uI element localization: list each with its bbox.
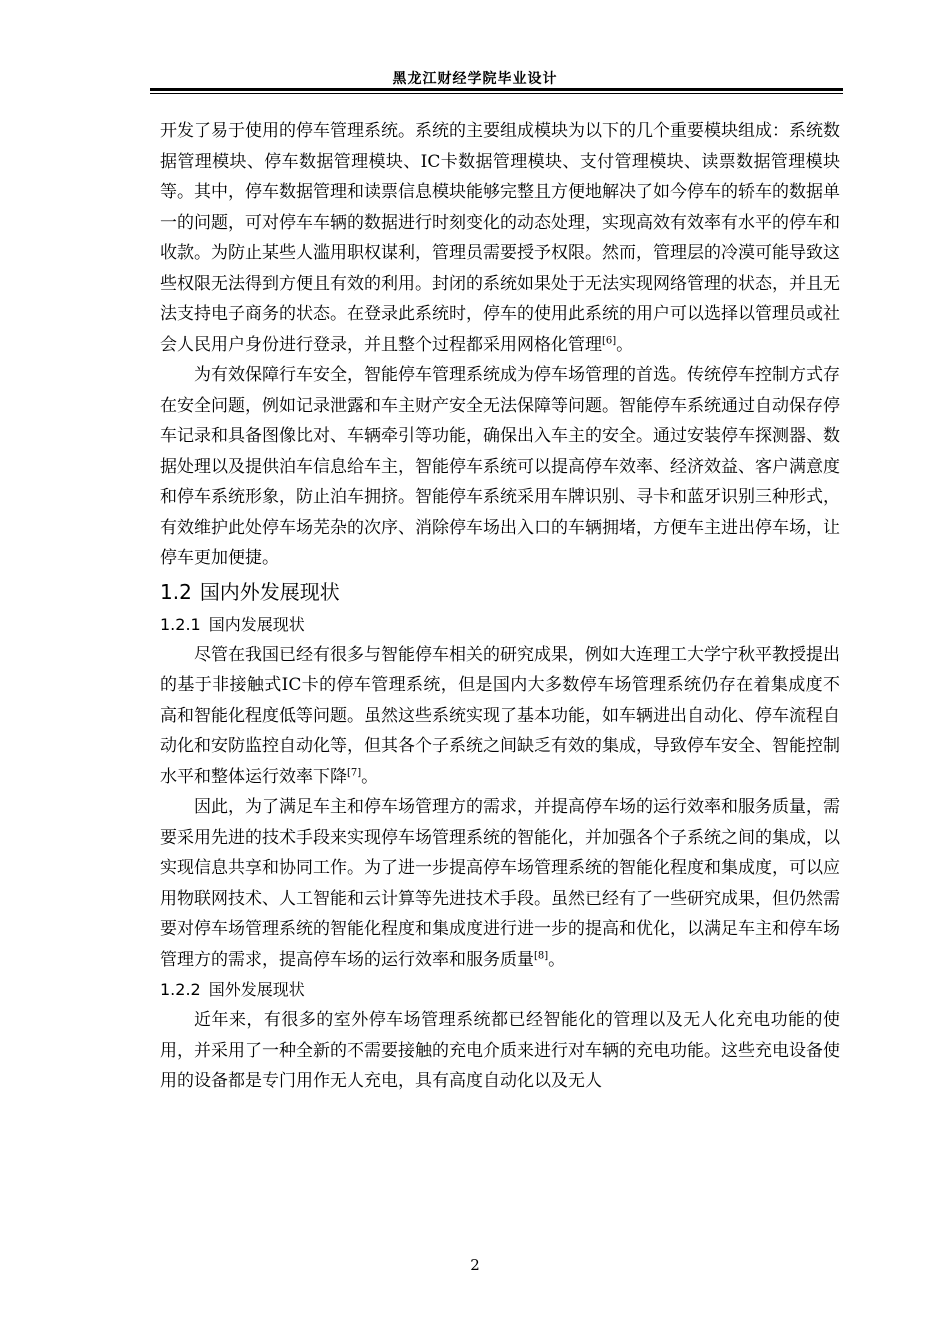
paragraph-1-text: 开发了易于使用的停车管理系统。系统的主要组成模块为以下的几个重要模块组成：系统数据管理模块、停车数据管理模块、IC卡数据管理模块、支付管理模块、读票数据管理模块等。其中，停车数据管理和读票信息模块能够完整且方便地解决了如今停车的轿车的数据单一的问题，可对停车车辆的数据进行时刻变化的动态处理，实现高效有效率有水平的停车和收款。为防止某些人滥用职权谋利，管理员需要授予权限。然而，管理层的冷漠可能导致这些权限无法得到方便且有效的利用。封闭的系统如果处于无法实现网络管理的状态，并且无法支持电子商务的状态。在登录此系统时，停车的使用此系统的用户可以选择以管理员或社会人民用户身份进行登录，并且整个过程都采用网格化管理 <box>160 121 840 355</box>
subsection-number: 1.2.1 <box>160 614 201 634</box>
page-number: 2 <box>470 1256 480 1274</box>
section-title: 国内外发展现状 <box>199 579 340 604</box>
paragraph-5: 近年来，有很多的室外停车场管理系统都已经智能化的管理以及无人化充电功能的使用，并采用了一种全新的不需要接触的充电介质来进行对车辆的充电功能。这些充电设备使用的设备都是专门用作无人充电，具有高度自动化以及无人 <box>160 1010 840 1091</box>
section-number: 1.2 <box>160 579 192 604</box>
subsection-heading-1-2-1 <box>160 610 840 640</box>
header-rule-thick <box>150 88 843 91</box>
paragraph-1 <box>160 116 840 360</box>
subsection-number: 1.2.2 <box>160 980 201 999</box>
subsection-title: 国外发展现状 <box>208 980 305 999</box>
paragraph-4-end: 。 <box>548 949 566 970</box>
paragraph-3 <box>160 640 840 793</box>
paragraph-4-text: 因此，为了满足车主和停车场管理方的需求，并提高停车场的运行效率和服务质量，需要采用先进的技术手段来实现停车场管理系统的智能化，并加强各个子系统之间的集成，以实现信息共享和协同工作。为了进一步提高停车场管理系统的智能化程度和集成度，可以应用物联网技术、人工智能和云计算等先进技术手段。虽然已经有了一些研究成果，但仍然需要对停车场管理系统的智能化程度和集成度进行进一步的提高和优化，以满足车主和停车场管理方的需求，提高停车场的运行效率和服务质量 <box>160 797 840 970</box>
paragraph-3-end: 。 <box>361 766 379 787</box>
page-body <box>160 116 840 1097</box>
citation-8: [8] <box>534 949 549 961</box>
paragraph-1-end: 。 <box>616 334 634 355</box>
citation-6: [6] <box>602 334 617 346</box>
paragraph-4 <box>160 792 840 975</box>
subsection-heading-1-2-2 <box>160 975 840 1005</box>
paragraph-2: 为有效保障行车安全，智能停车管理系统成为停车场管理的首选。传统停车控制方式存在安全问题，例如记录泄露和车主财产安全无法保障等问题。智能停车系统通过自动保存停车记录和具备图像比对、车辆牵引等功能，确保出入车主的安全。通过安装停车探测器、数据处理以及提供泊车信息给车主，智能停车系统可以提高停车效率、经济效益、客户满意度和停车系统形象，防止泊车拥挤。智能停车系统采用车牌识别、寻卡和蓝牙识别三种形式，有效维护此处停车场芜杂的次序、消除停车场出入口的车辆拥堵，方便车主进出停车场，让停车更加便捷。 <box>160 365 840 568</box>
header-rule-thin <box>150 93 843 94</box>
header-title: 黑龙江财经学院毕业设计 <box>392 71 558 87</box>
citation-7: [7] <box>347 766 362 778</box>
subsection-title: 国内发展现状 <box>208 614 305 634</box>
section-heading-1-2 <box>160 576 840 608</box>
paragraph-3-text: 尽管在我国已经有很多与智能停车相关的研究成果，例如大连理工大学宁秋平教授提出的基于非接触式IC卡的停车管理系统，但是国内大多数停车场管理系统仍存在着集成度不高和智能化程度低等问题。虽然这些系统实现了基本功能，如车辆进出自动化、停车流程自动化和安防监控自动化等，但其各个子系统之间缺乏有效的集成，导致停车安全、智能控制水平和整体运行效率下降 <box>160 644 840 787</box>
